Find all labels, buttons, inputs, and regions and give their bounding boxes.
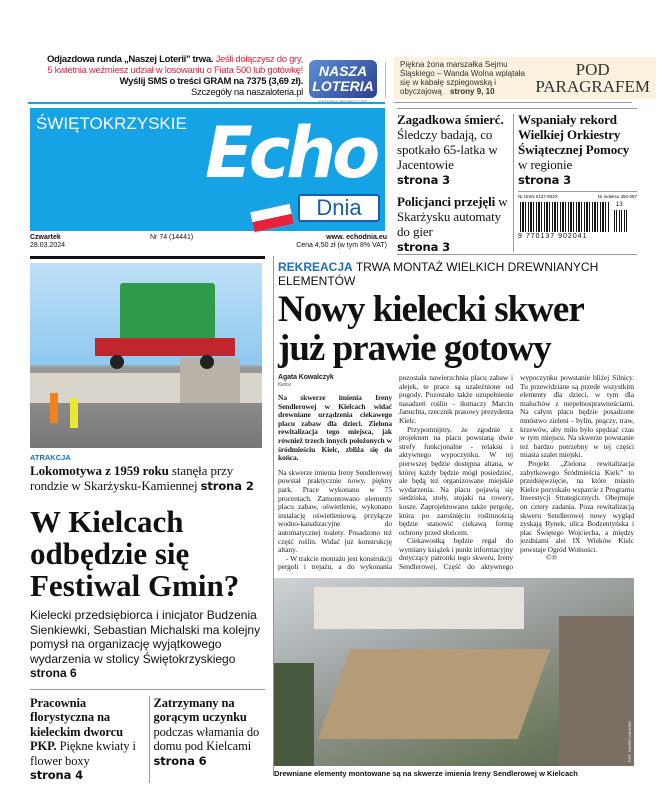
teaser-locomotive[interactable]: Lokomotywa z 1959 roku stanęła przy rondzie w Skarżysku-Kamiennej strona 2 [30,463,254,493]
supplement-pages: strony 9, 10 [450,87,495,96]
promo-link[interactable]: Szczegóły na naszaloteria.pl [190,87,303,98]
promo-line: 5 kwietnia weźmiesz udział w losowaniu o Fiata 500 lub gotówkę! [47,65,303,76]
website-link[interactable]: www. echodnia.eu [326,234,387,241]
main-story [274,260,634,778]
kicker-atrakcja: ATRAKCJA [30,453,71,462]
top-teasers [397,108,637,255]
promo-line: Jeśli dołączysz do gry, [215,54,303,65]
lottery-promo [0,54,303,98]
author: Agata Kowalczyk [278,374,334,381]
teaser-police[interactable]: Policjanci przejęli w Skarżysku automaty do gier strona 3 [397,194,508,254]
festival-lead: Kielecki przedsiębiorca i inicjator Budzenia Sienkiewki, Sebastian Michalski ma kolejny pomysł na organizację wyjątkowego wydarzenia w stolicy Świętokrzyskiego strona 6 [30,608,261,680]
teaser-florist[interactable]: Pracownia florystyczna na kieleckim dworcu PKP. Piękne kwiaty i flower boxy strona 4 [30,695,136,782]
price-info: www. echodnia.eu Cena 4,50 zł (w tym 8% VAT) [296,234,387,249]
left-stories [30,453,270,783]
supplement-text: Piękna żona marszałka Sejmu Śląskiego – Wanda Wolna wplątała się w kabałę szpiegowską i obyczajową [400,60,525,96]
barcode-digits: 9 770137 902041 [518,233,588,240]
aerial-photo [274,578,634,766]
article-paragraph: Przypomnijmy, że zgodnie z projektem na placu powstaną dwie strefy funkcjonalne - relaksu i aktywnego wypoczynku. W tej pierwszej będzie dostępna altana, w której każdy będzie mógł posiedzieć, ale będą też organizowane miejskie wydarzenia. Na placu pojawią się siedziska, stoły, stojaki na rowery, kosze. Zaprojektowano także pergolę, która po zarośnięciu roślinnością będzie stanowić ciekawą formę ochrony przed słońcem. [399,424,513,537]
promo-line: Wyślij SMS o treści GRAM na 7375 (3,69 zł). [119,76,303,87]
article-body [278,374,634,572]
divider [30,256,265,259]
locomotive [120,283,215,343]
article-sign: ©℗ [546,553,558,563]
article-paragraph: Projekt „Zielona rewitalizacja zabytkowego Śródmieścia Kielc" to przedsięwzięcie, na które miasto Kielce pozyskało wsparcie z Programu Inwestycji Strategicznych. Obejmuje on cztery zadania. Poza rewitalizacją skweru Sendlerowej nowy wygląd zyskają Rynek, ulica Bodzentyńska i plac Świętego Wojciecha, a między jezdniami alei IX Wieków Kielc powstaje Ogród Wolności. [520,458,634,554]
teaser-wosp[interactable]: Wspaniały rekord Wielkiej Orkiestry Świątecznej Pomocy w regionie strona 3 [518,112,630,187]
supplement-box[interactable] [394,57,656,99]
issn: Nr ISSN 0137-902X [518,194,558,199]
barcode-addon [614,210,628,232]
promo-line: Odjazdowa runda „Naszej Loterii" trwa. [46,54,214,65]
photo-credit: FOT. DAWID ŁUKASIK [627,721,632,762]
issue-number: Nr 74 (14441) [150,234,194,241]
index-number: Nr indeksu 350-087 [597,194,637,199]
article-paragraph: Ciekawostką będzie regał do wymiany książek i punkt informacyjny dotyczący patronki tego skweru, Ireny Sendlerowej. Część do aktywnego wypoczynku powstanie bliżej Silnicy. Tu przewidziane są przede wszystkim elementy dla dzieci, w tym dla maluchów z niepełnosprawnościami. Na całym placu będzie posadzone mnóstwo zieleni - bylin, pnączy, traw, krzewów, aby miło było spędzać czas w tym miejscu. Na skwerze powstanie też bardzo potrzebny w tej części miasta szalet miejski. [399,373,634,572]
festival-headline[interactable]: W Kielcach odbędzie się Festiwal Gmin? [30,504,240,603]
author-city: Kielce [278,382,292,388]
barcode [518,202,637,242]
issue-date: Czwartek 28.03.2024 [30,234,66,249]
masthead[interactable] [30,108,385,231]
photo-caption: Drewniane elementy montowane są na skwerze imienia Ireny Sendlerowej w Kielcach [274,769,578,778]
logo-echo: Echo [205,112,377,194]
teaser-burglary[interactable]: Zatrzymany na gorącym uczynku podczas włamania do domu pod Kielcami strona 6 [153,695,260,768]
logo-text: NASZA LOTERIA [312,63,374,94]
divider [28,102,385,104]
divider [385,62,386,98]
locomotive-photo [30,263,262,448]
article-paragraph: Na skwerze imienia Ireny Sendlerowej powstał praktycznie nowy, piękny park. Prace wykonano w 75 procentach. Zamontowano elementy placu zabaw, oświetlenie, wykonano instalację oświetleniową, przyłącze wodno-kanalizacyjne do automatycznej toalety. Posadzono też część roślin. Widać już konstrukcję altany. [278,467,392,555]
polish-flag-icon [250,204,293,232]
nasza-loteria-logo [309,60,377,98]
main-kicker: REKREACJA TRWA MONTAŻ WIELKICH DREWNIANYCH ELEMENTÓW [278,260,599,288]
main-headline[interactable]: Nowy kielecki skwer już prawie gotowy [278,289,584,369]
barcode-addon-number: 13 [616,202,623,208]
logo-dnia: Dnia [298,194,380,222]
region-name: ŚWIĘTOKRZYSKIE [36,114,187,133]
article-paragraph: - W trakcie montażu jest konstrukcji pergoli i trejażu, a do wykonania pozostała nawierzchnia placu zabaw i alejek, te prace są uzależnione od pogody. Pozostało także uzupełnienie nasadzeń roślin - tłumaczy Marcin Januchta, rzecznik prasowy prezydenta Kielc. [278,373,513,572]
article-lead: Na skwerze imienia Ireny Sendlerowej w Kielcach widać drewniane urządzenia ciekawego placu zabaw dla dzieci. Zielona rewitalizacja tego miejsca, jak również trzech innych położonych w śródmieściu Kielc, zbliża się do końca. [278,393,392,463]
teaser-death[interactable]: Zagadkowa śmierć. Śledczy badają, co spotkało 65-latka w Jacentowie strona 3 [397,112,504,187]
pod-paragrafem-title: POD PARAGRAFEM [535,60,650,96]
divider [394,102,632,103]
